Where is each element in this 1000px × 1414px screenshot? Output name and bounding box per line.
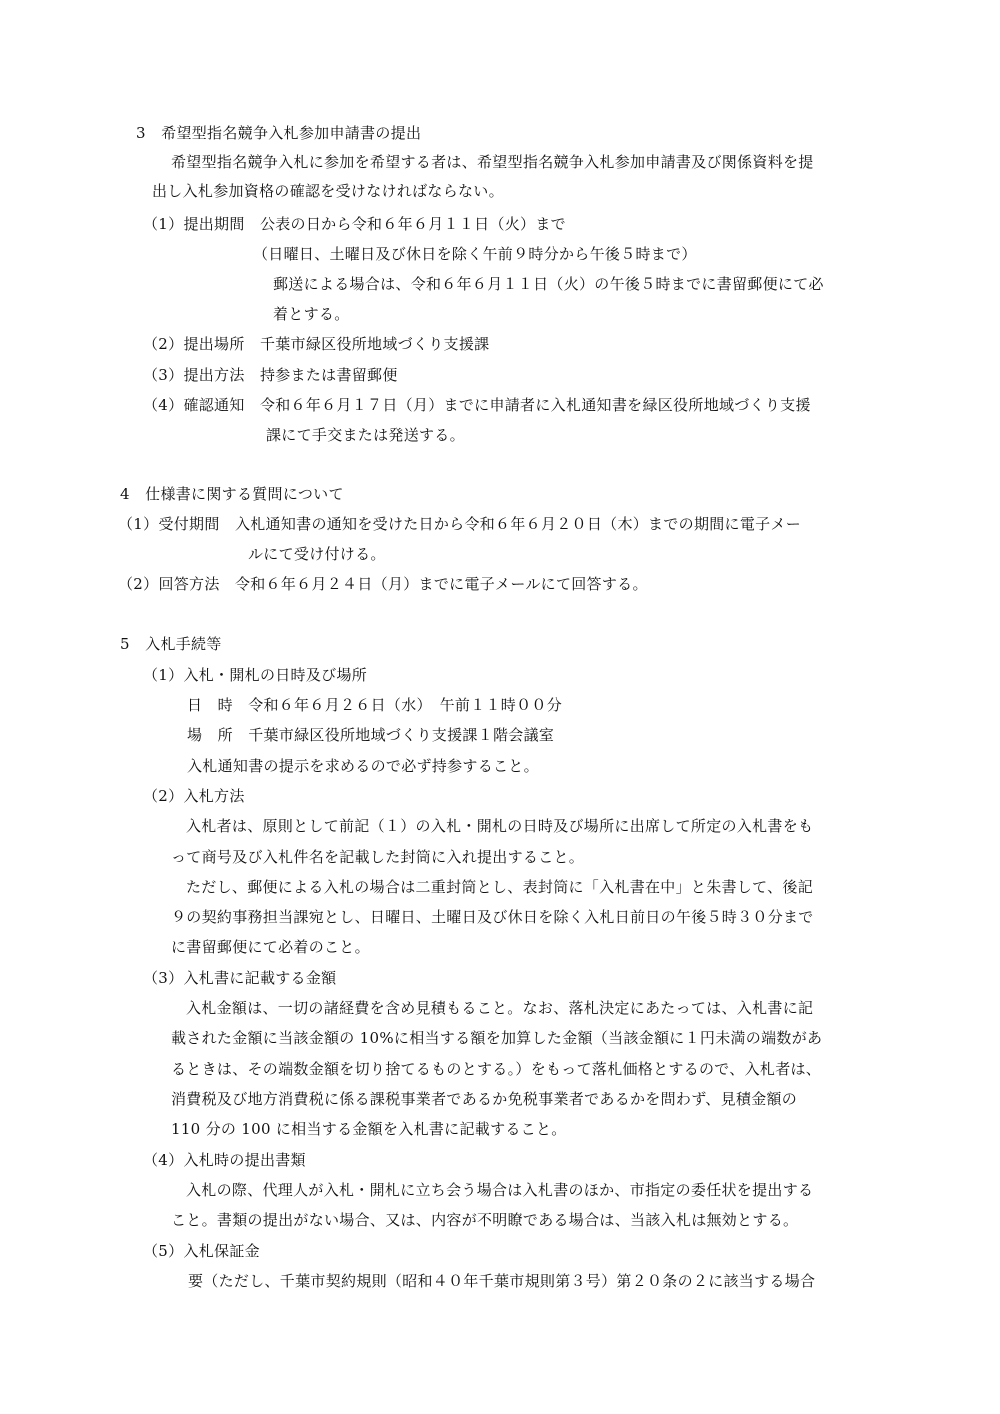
paragraph-line: 消費税及び地方消費税に係る課税事業者であるか免税事業者であるかを問わず、見積金額の xyxy=(171,1090,798,1108)
paragraph-line: 場 所 千葉市緑区役所地域づくり支援課１階会議室 xyxy=(187,726,555,744)
list-item-bid-deposit: （5）入札保証金 xyxy=(143,1242,260,1260)
paragraph-line: 入札金額は、一切の諸経費を含め見積もること。なお、落札決定にあたっては、入札書に記 xyxy=(186,999,814,1017)
list-item-bid-method: （2）入札方法 xyxy=(143,787,245,805)
list-item-submission-method: （3）提出方法 持参または書留郵便 xyxy=(143,366,398,384)
paragraph-line: 課にて手交または発送する。 xyxy=(266,426,465,444)
list-item-confirmation-notice: （4）確認通知 令和６年６月１７日（月）までに申請者に入札通知書を緑区役所地域づくり支援 xyxy=(143,396,811,414)
paragraph-line: 出し入札参加資格の確認を受けなければならない。 xyxy=(152,182,504,200)
section-4-heading: 4 仕様書に関する質問について xyxy=(120,485,344,503)
paragraph-line: 郵送による場合は、令和６年６月１１日（火）の午後５時までに書留郵便にて必 xyxy=(273,275,824,293)
paragraph-line: 入札者は、原則として前記（１）の入札・開札の日時及び場所に出席して所定の入札書をも xyxy=(186,817,814,835)
list-item-bid-documents: （4）入札時の提出書類 xyxy=(143,1151,306,1169)
section-5-heading: 5 入札手続等 xyxy=(120,635,222,653)
paragraph-line: に書留郵便にて必着のこと。 xyxy=(171,938,370,956)
list-item-bid-amount: （3）入札書に記載する金額 xyxy=(143,969,337,987)
paragraph-line: るときは、その端数金額を切り捨てるものとする。）をもって落札価格とするので、入札者は、 xyxy=(171,1060,822,1078)
paragraph-line: 入札の際、代理人が入札・開札に立ち会う場合は入札書のほか、市指定の委任状を提出する xyxy=(186,1181,814,1199)
list-item-submission-period: （1）提出期間 公表の日から令和６年６月１１日（火）まで xyxy=(143,215,566,233)
paragraph-line: ９の契約事務担当課宛とし、日曜日、土曜日及び休日を除く入札日前日の午後５時３０分まで xyxy=(171,908,814,926)
paragraph-line: 110 分の 100 に相当する金額を入札書に記載すること。 xyxy=(171,1120,567,1138)
list-item-reception-period: （1）受付期間 入札通知書の通知を受けた日から令和６年６月２０日（木）までの期間に電子メー xyxy=(118,515,802,533)
paragraph-line: 日 時 令和６年６月２６日（水） 午前１１時００分 xyxy=(187,696,563,714)
paragraph-line: 入札通知書の提示を求めるので必ず持参すること。 xyxy=(187,757,539,775)
paragraph-line: 着とする。 xyxy=(273,305,350,323)
paragraph-line: 希望型指名競争入札に参加を希望する者は、希望型指名競争入札参加申請書及び関係資料を提 xyxy=(171,153,814,171)
list-item-bid-datetime-place: （1）入札・開札の日時及び場所 xyxy=(143,666,368,684)
list-item-answer-method: （2）回答方法 令和６年６月２４日（月）までに電子メールにて回答する。 xyxy=(118,575,648,593)
paragraph-line: ルにて受け付ける。 xyxy=(248,545,386,563)
paragraph-line: （日曜日、土曜日及び休日を除く午前９時分から午後５時まで） xyxy=(253,245,697,263)
paragraph-line: 要（ただし、千葉市契約規則（昭和４０年千葉市規則第３号）第２０条の２に該当する場合 xyxy=(188,1272,816,1290)
section-3-heading: 3 希望型指名競争入札参加申請書の提出 xyxy=(136,124,422,142)
paragraph-line: ただし、郵便による入札の場合は二重封筒とし、表封筒に「入札書在中」と朱書して、後記 xyxy=(186,878,814,896)
paragraph-line: って商号及び入札件名を記載した封筒に入れ提出すること。 xyxy=(171,848,585,866)
list-item-submission-place: （2）提出場所 千葉市緑区役所地域づくり支援課 xyxy=(143,335,490,353)
paragraph-line: こと。書類の提出がない場合、又は、内容が不明瞭である場合は、当該入札は無効とする。 xyxy=(171,1211,799,1229)
paragraph-line: 載された金額に当該金額の 10%に相当する額を加算した金額（当該金額に１円未満の端数があ xyxy=(171,1029,823,1047)
